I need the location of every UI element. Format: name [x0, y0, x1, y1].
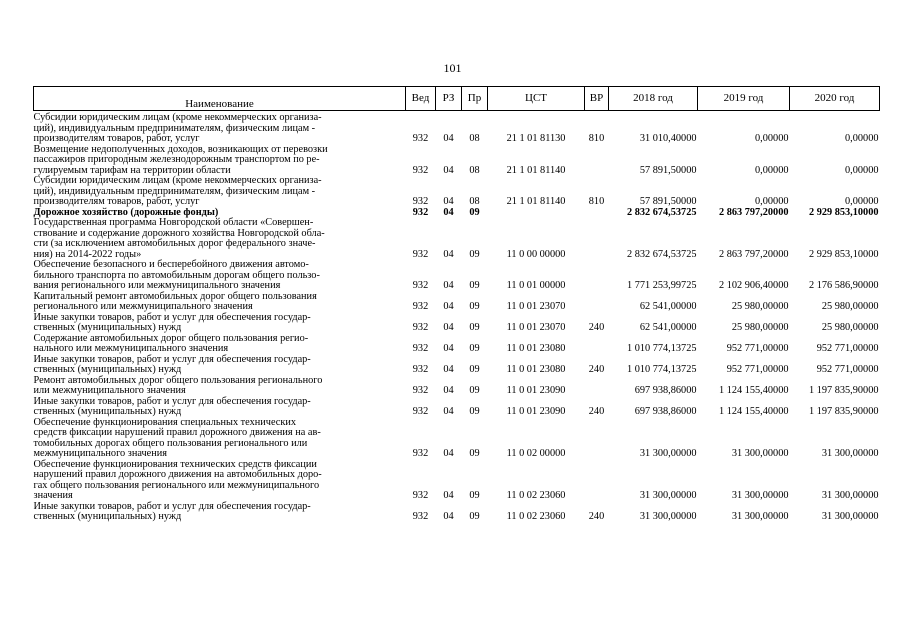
cell-2020: 25 980,00000	[821, 322, 879, 333]
cell-rz: 04	[443, 280, 454, 291]
cell-2020: 2 176 586,90000	[808, 280, 879, 291]
cell-2018: 1 771 253,99725	[626, 280, 697, 291]
cell-name	[34, 260, 406, 292]
cell-2020: 1 197 835,90000	[808, 385, 879, 396]
cell-2020: 31 300,00000	[821, 490, 879, 501]
cell-2019: 952 771,00000	[726, 364, 789, 375]
cell-name	[34, 292, 406, 313]
cell-pr: 09	[469, 511, 480, 522]
cell-2020: 0,00000	[845, 196, 879, 207]
cell-2019: 2 863 797,20000	[718, 248, 789, 260]
table-row	[34, 418, 880, 460]
cell-2019: 2 102 906,40000	[718, 280, 789, 291]
table-row	[34, 355, 880, 376]
budget-table	[33, 86, 880, 523]
cell-ved: 932	[412, 206, 429, 218]
table-row	[34, 334, 880, 355]
cell-rz: 04	[443, 164, 454, 176]
cell-2018: 1 010 774,13725	[626, 343, 697, 354]
cell-name-line: Иные закупки товаров, работ и услуг для обеспечения государ-	[33, 353, 311, 365]
cell-name-line: ствование и содержание дорожного хозяйства Новгородской обла-	[33, 227, 325, 239]
cell-pr: 09	[469, 206, 480, 218]
header-rz: РЗ	[436, 87, 462, 111]
cell-name-line: регионального или межмуниципального значения	[33, 301, 253, 312]
cell-ved: 932	[412, 301, 429, 312]
cell-name-line: Обеспечение функционирования специальных технических	[33, 416, 297, 428]
cell-name-line: пассажиров пригородным железнодорожным транспортом по ре-	[33, 154, 320, 165]
cell-name-line: нального или межмуниципального значения	[33, 343, 229, 354]
cell-cst: 11 0 01 23090	[506, 385, 566, 396]
cell-rz: 04	[443, 343, 454, 354]
cell-2018: 2 832 674,53725	[626, 248, 697, 260]
cell-2020: 31 300,00000	[821, 511, 879, 522]
cell-cst: 11 0 01 23090	[506, 406, 566, 417]
cell-2018: 62 541,00000	[639, 301, 697, 312]
cell-rz: 04	[443, 448, 454, 459]
table-row	[34, 460, 880, 502]
cell-2019: 0,00000	[755, 133, 789, 144]
cell-2018: 62 541,00000	[639, 322, 697, 333]
cell-vr: 240	[588, 511, 605, 522]
cell-name-line: ственных (муниципальных) нужд	[33, 364, 182, 375]
cell-vr: 240	[588, 364, 605, 375]
header-cst: ЦСТ	[488, 87, 585, 111]
cell-ved: 932	[412, 248, 429, 260]
cell-name-line: средств фиксации нарушений правил дорожного движения на ав-	[33, 427, 321, 438]
cell-rz: 04	[443, 511, 454, 522]
cell-name-line: Дорожное хозяйство (дорожные фонды)	[33, 206, 219, 218]
cell-name-line: Обеспечение безопасного и бесперебойного движения автомо-	[33, 259, 309, 270]
cell-ved: 932	[412, 322, 429, 333]
cell-2020: 2 929 853,10000	[808, 248, 879, 260]
cell-2019: 0,00000	[755, 164, 789, 176]
cell-2018: 697 938,86000	[634, 385, 697, 396]
cell-2020: 952 771,00000	[816, 343, 879, 354]
cell-2020: 0,00000	[845, 133, 879, 144]
cell-cst: 11 0 00 00000	[506, 248, 566, 260]
cell-pr: 09	[469, 448, 480, 459]
header-name: Наименование	[34, 87, 406, 111]
cell-2018: 31 300,00000	[639, 448, 697, 459]
cell-name-line: сти (за исключением автомобильных дорог федерального значе-	[33, 238, 316, 249]
cell-pr: 09	[469, 406, 480, 417]
cell-rz: 04	[443, 301, 454, 312]
cell-name-line: ственных (муниципальных) нужд	[33, 511, 182, 522]
cell-pr: 09	[469, 364, 480, 375]
table-header-row	[34, 87, 880, 111]
cell-vr	[585, 418, 609, 460]
cell-name-line: Ремонт автомобильных дорог общего пользования регионального	[33, 374, 323, 386]
header-2018: 2018 год	[609, 87, 698, 111]
cell-ved: 932	[412, 343, 429, 354]
table-row	[34, 145, 880, 177]
cell-2019: 1 124 155,40000	[718, 385, 789, 396]
cell-name	[34, 460, 406, 502]
cell-pr: 09	[469, 385, 480, 396]
cell-name-line: производителям товаров, работ, услуг	[33, 196, 200, 207]
cell-2018: 697 938,86000	[634, 406, 697, 417]
cell-name-line: Иные закупки товаров, работ и услуг для обеспечения государ-	[33, 395, 311, 407]
cell-vr	[585, 208, 609, 219]
cell-name	[34, 176, 406, 208]
cell-rz: 04	[443, 406, 454, 417]
cell-cst	[488, 208, 585, 219]
cell-cst: 11 0 01 23070	[506, 301, 566, 312]
cell-2020: 31 300,00000	[821, 448, 879, 459]
cell-rz: 04	[443, 322, 454, 333]
cell-vr	[585, 376, 609, 397]
cell-vr	[585, 460, 609, 502]
cell-name	[34, 218, 406, 260]
cell-rz: 04	[443, 206, 454, 218]
cell-pr: 09	[469, 248, 480, 260]
cell-name-line: Государственная программа Новгородской области «Совершен-	[33, 217, 314, 228]
cell-pr: 08	[469, 133, 480, 144]
cell-rz: 04	[443, 133, 454, 144]
table-row	[34, 376, 880, 397]
cell-pr: 09	[469, 343, 480, 354]
cell-2018: 1 010 774,13725	[626, 364, 697, 375]
cell-name	[34, 334, 406, 355]
cell-name-line: Содержание автомобильных дорог общего пользования регио-	[33, 332, 309, 344]
cell-name-line: Субсидии юридическим лицам (кроме некоммерческих организа-	[33, 175, 322, 186]
cell-2019: 31 300,00000	[731, 511, 789, 522]
cell-ved: 932	[412, 133, 429, 144]
cell-ved: 932	[412, 164, 429, 176]
cell-2019: 2 863 797,20000	[718, 206, 789, 218]
cell-name-line: гах общего пользования регионального или межмуниципального	[33, 479, 320, 491]
cell-name-line: Иные закупки товаров, работ и услуг для обеспечения государ-	[33, 500, 311, 512]
cell-name	[34, 418, 406, 460]
header-vr: ВР	[585, 87, 609, 111]
cell-vr	[585, 145, 609, 177]
cell-cst: 11 0 02 23060	[506, 490, 566, 501]
cell-2020: 0,00000	[845, 164, 879, 176]
cell-cst: 11 0 02 00000	[506, 448, 566, 459]
cell-ved: 932	[412, 196, 429, 207]
cell-rz: 04	[443, 248, 454, 260]
cell-name-line: ций), индивидуальным предпринимателям, физическим лицам -	[33, 185, 316, 197]
cell-pr: 08	[469, 196, 480, 207]
cell-2018: 57 891,50000	[639, 196, 697, 207]
cell-2019: 0,00000	[755, 196, 789, 207]
table-row	[34, 397, 880, 418]
cell-2018: 31 010,40000	[639, 133, 697, 144]
cell-2019: 31 300,00000	[731, 448, 789, 459]
cell-cst: 11 0 01 23070	[506, 322, 566, 333]
cell-2020: 1 197 835,90000	[808, 406, 879, 417]
cell-vr: 240	[588, 322, 605, 333]
cell-vr	[585, 260, 609, 292]
cell-2020: 25 980,00000	[821, 301, 879, 312]
cell-pr: 09	[469, 322, 480, 333]
cell-ved: 932	[412, 385, 429, 396]
table-row	[34, 292, 880, 313]
cell-2019: 25 980,00000	[731, 301, 789, 312]
cell-name-line: значения	[33, 490, 73, 501]
cell-pr: 09	[469, 280, 480, 291]
cell-cst: 21 1 01 81140	[506, 196, 566, 207]
cell-2018: 31 300,00000	[639, 511, 697, 522]
cell-name-line: ния) на 2014-2022 годы»	[33, 248, 142, 260]
cell-name	[34, 145, 406, 177]
cell-cst: 11 0 01 00000	[506, 280, 566, 291]
cell-name	[34, 313, 406, 334]
header-pr: Пр	[462, 87, 488, 111]
cell-name-line: ственных (муниципальных) нужд	[33, 406, 182, 417]
cell-rz: 04	[443, 385, 454, 396]
cell-2018: 31 300,00000	[639, 490, 697, 501]
cell-cst: 11 0 01 23080	[506, 343, 566, 354]
cell-ved: 932	[412, 511, 429, 522]
cell-2019: 952 771,00000	[726, 343, 789, 354]
cell-name	[34, 376, 406, 397]
table-row	[34, 176, 880, 208]
cell-2020: 2 929 853,10000	[808, 206, 879, 218]
cell-name-line: вания регионального или межмуниципального значения	[33, 280, 281, 291]
header-2019: 2019 год	[698, 87, 790, 111]
cell-ved: 932	[412, 280, 429, 291]
cell-ved: 932	[412, 364, 429, 375]
cell-name-line: Возмещение недополученных доходов, возникающих от перевозки	[33, 143, 328, 155]
cell-ved: 932	[412, 448, 429, 459]
page-number: 101	[443, 61, 462, 75]
cell-cst: 11 0 01 23080	[506, 364, 566, 375]
header-2020: 2020 год	[790, 87, 880, 111]
cell-name	[34, 502, 406, 523]
cell-cst: 21 1 01 81130	[506, 133, 566, 144]
cell-pr: 09	[469, 490, 480, 501]
cell-ved: 932	[412, 406, 429, 417]
cell-rz: 04	[443, 196, 454, 207]
cell-2018: 57 891,50000	[639, 164, 697, 176]
cell-name-line: томобильных дорогах общего пользования регионального или	[33, 437, 308, 449]
table-row	[34, 502, 880, 523]
cell-cst: 11 0 02 23060	[506, 511, 566, 522]
cell-name	[34, 355, 406, 376]
cell-name-line: производителям товаров, работ, услуг	[33, 133, 200, 144]
cell-2018: 2 832 674,53725	[626, 206, 697, 218]
cell-2020: 952 771,00000	[816, 364, 879, 375]
cell-vr	[585, 218, 609, 260]
cell-vr: 810	[588, 196, 605, 207]
table-row	[34, 111, 880, 145]
cell-vr: 810	[588, 133, 605, 144]
table-row	[34, 260, 880, 292]
cell-name-line: нарушений правил дорожного движения на автомобильных доро-	[33, 469, 322, 480]
cell-name-line: ций), индивидуальным предпринимателям, физическим лицам -	[33, 122, 316, 134]
cell-name-line: ственных (муниципальных) нужд	[33, 322, 182, 333]
cell-pr: 09	[469, 301, 480, 312]
cell-name-line: Капитальный ремонт автомобильных дорог общего пользования	[33, 290, 317, 302]
cell-name-line: гулируемым тарифам на территории области	[33, 164, 231, 176]
cell-name-line: межмуниципального значения	[33, 448, 168, 459]
cell-2019: 31 300,00000	[731, 490, 789, 501]
header-ved: Вед	[406, 87, 436, 111]
cell-name-line: бильного транспорта по автомобильным дорогам общего пользо-	[33, 269, 320, 281]
cell-name	[34, 397, 406, 418]
cell-name-line: Обеспечение функционирования технических средств фиксации	[33, 458, 317, 470]
cell-2019: 1 124 155,40000	[718, 406, 789, 417]
cell-name	[34, 111, 406, 145]
cell-vr	[585, 292, 609, 313]
table-body	[34, 111, 880, 523]
cell-ved: 932	[412, 490, 429, 501]
cell-vr: 240	[588, 406, 605, 417]
cell-name-line: Субсидии юридическим лицам (кроме некоммерческих организа-	[33, 112, 322, 123]
cell-rz: 04	[443, 490, 454, 501]
cell-cst: 21 1 01 81140	[506, 164, 566, 176]
cell-name-line: или межмуниципального значения	[33, 385, 186, 396]
cell-2019: 25 980,00000	[731, 322, 789, 333]
cell-rz: 04	[443, 364, 454, 375]
cell-pr: 08	[469, 164, 480, 176]
table-row	[34, 313, 880, 334]
table-row	[34, 218, 880, 260]
cell-name-line: Иные закупки товаров, работ и услуг для обеспечения государ-	[33, 311, 311, 323]
cell-vr	[585, 334, 609, 355]
